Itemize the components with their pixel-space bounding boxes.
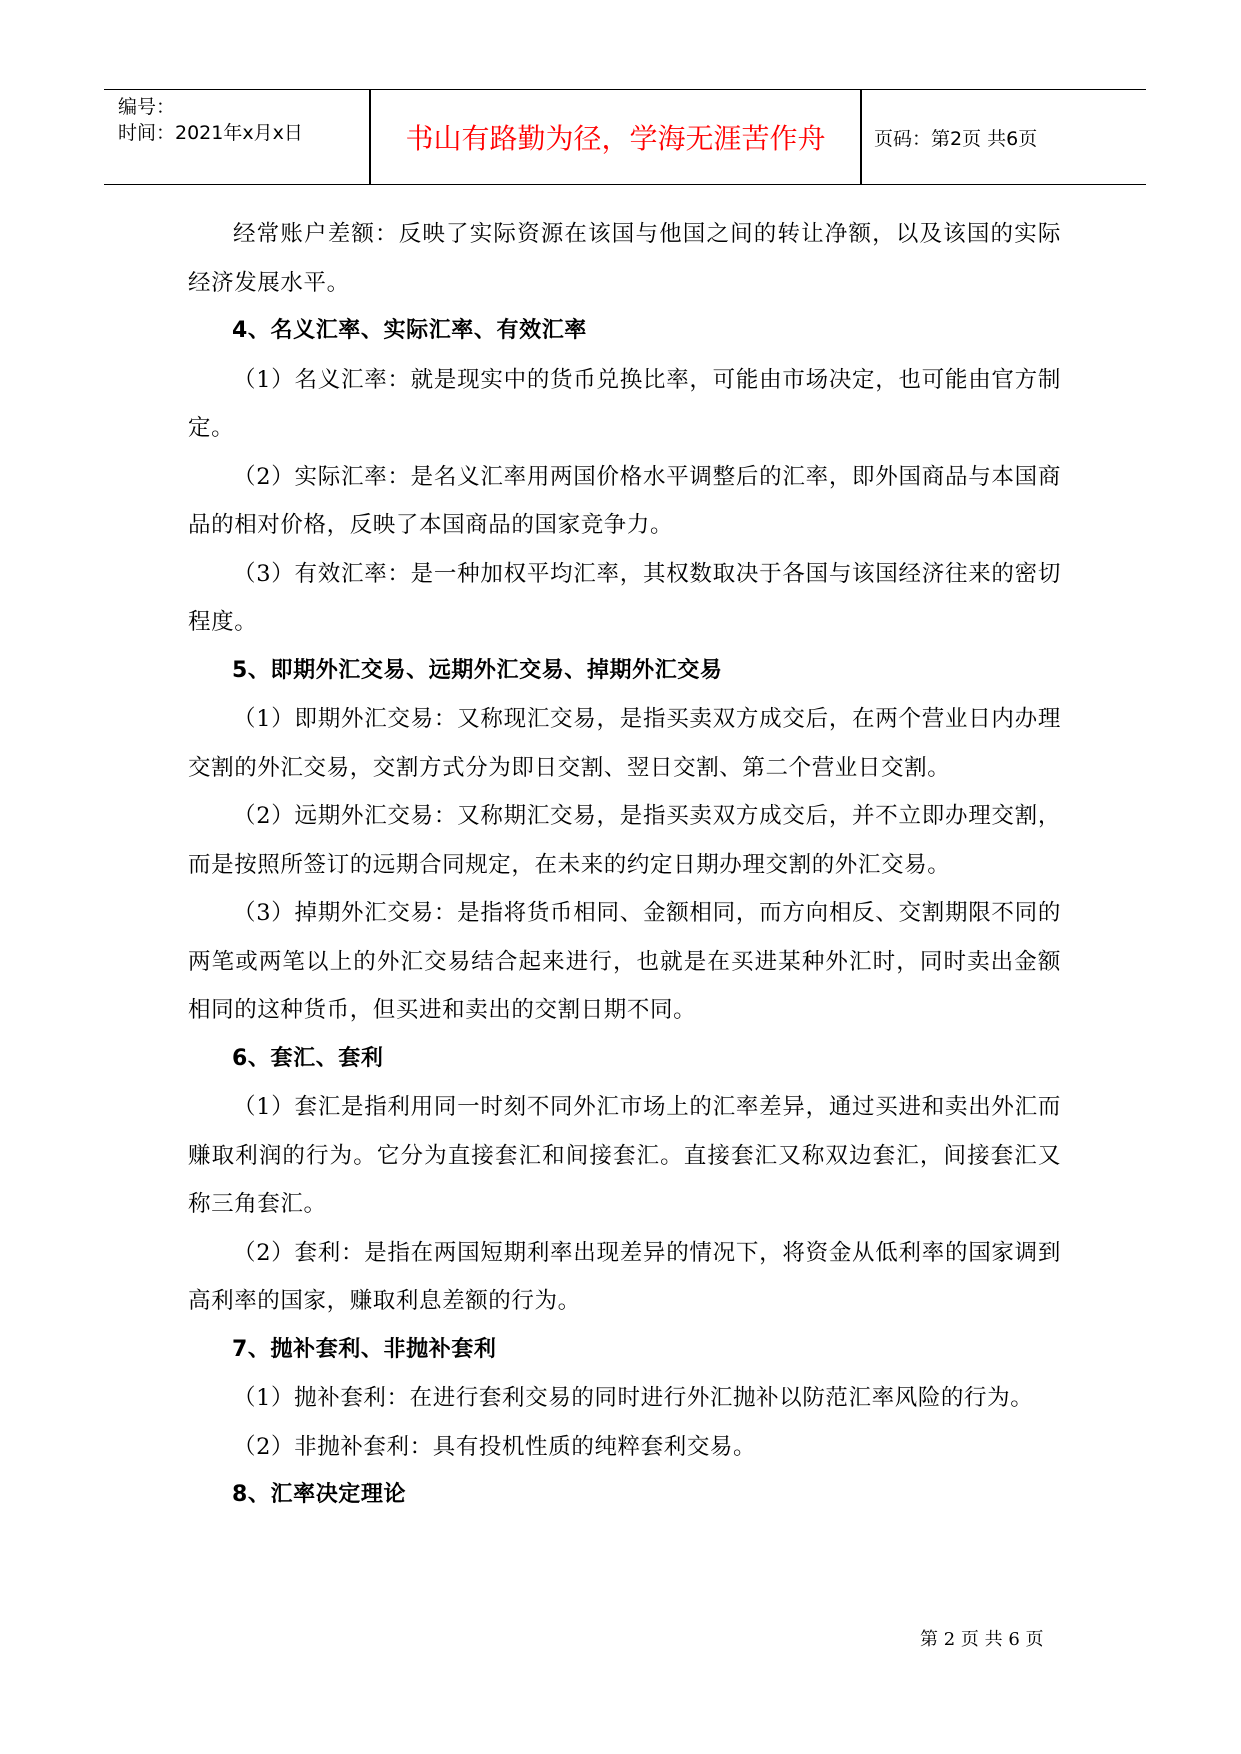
section-heading: 8、汇率决定理论 <box>232 1482 407 1507</box>
document-number-label: 编号： <box>118 96 176 118</box>
section-heading: 7、抛补套利、非抛补套利 <box>232 1336 497 1362</box>
body-paragraph: （1）套汇是指利用同一时刻不同外汇市场上的汇率差异，通过买进和卖出外汇而赚取利润的行为。它分为直接套汇和间接套汇。直接套汇又称双边套汇，间接套汇又称三角套汇。 <box>188 1094 1061 1217</box>
body-paragraph: （3）有效汇率：是一种加权平均汇率，其权数取决于各国与该国经济往来的密切程度。 <box>188 560 1061 635</box>
header-divider <box>860 90 862 184</box>
body-paragraph: （1）抛补套利：在进行套利交易的同时进行外汇抛补以防范汇率风险的行为。 <box>233 1385 1034 1411</box>
body-paragraph: 经常账户差额：反映了实际资源在该国与他国之间的转让净额，以及该国的实际经济发展水平。 <box>188 221 1061 296</box>
body-paragraph: （2）套利：是指在两国短期利率出现差异的情况下，将资金从低利率的国家调到高利率的国家，赚取利息差额的行为。 <box>188 1239 1061 1314</box>
page-header <box>104 89 1146 185</box>
section-heading: 4、名义汇率、实际汇率、有效汇率 <box>232 318 587 343</box>
body-paragraph: （2）实际汇率：是名义汇率用两国价格水平调整后的汇率，即外国商品与本国商品的相对价格，反映了本国商品的国家竞争力。 <box>188 463 1061 538</box>
header-motto: 书山有路勤为径，学海无涯苦作舟 <box>405 122 826 155</box>
body-paragraph: （3）掉期外汇交易：是指将货币相同、金额相同，而方向相反、交割期限不同的两笔或两笔以上的外汇交易结合起来进行，也就是在买进某种外汇时，同时卖出金额相同的这种货币，但买进和卖出的交割日期不同。 <box>188 900 1061 1023</box>
document-time-label: 时间：2021年x月x日 <box>118 122 303 144</box>
header-meta <box>118 90 368 184</box>
body-paragraph: （2）非抛补套利：具有投机性质的纯粹套利交易。 <box>233 1433 757 1460</box>
section-heading: 5、即期外汇交易、远期外汇交易、掉期外汇交易 <box>232 657 723 683</box>
document-body <box>188 210 1061 1520</box>
body-paragraph: （1）即期外汇交易：又称现汇交易，是指买卖双方成交后，在两个营业日内办理交割的外汇交易，交割方式分为即日交割、翌日交割、第二个营业日交割。 <box>188 706 1061 781</box>
section-heading: 6、套汇、套利 <box>232 1045 384 1071</box>
header-page-number: 页码：第2页 共6页 <box>874 127 1038 150</box>
body-paragraph: （2）远期外汇交易：又称期汇交易，是指买卖双方成交后，并不立即办理交割，而是按照所签订的远期合同规定，在未来的约定日期办理交割的外汇交易。 <box>188 803 1061 878</box>
page-footer: 第 2 页 共 6 页 <box>920 1629 1044 1650</box>
body-paragraph: （1）名义汇率：就是现实中的货币兑换比率，可能由市场决定，也可能由官方制定。 <box>188 366 1061 441</box>
